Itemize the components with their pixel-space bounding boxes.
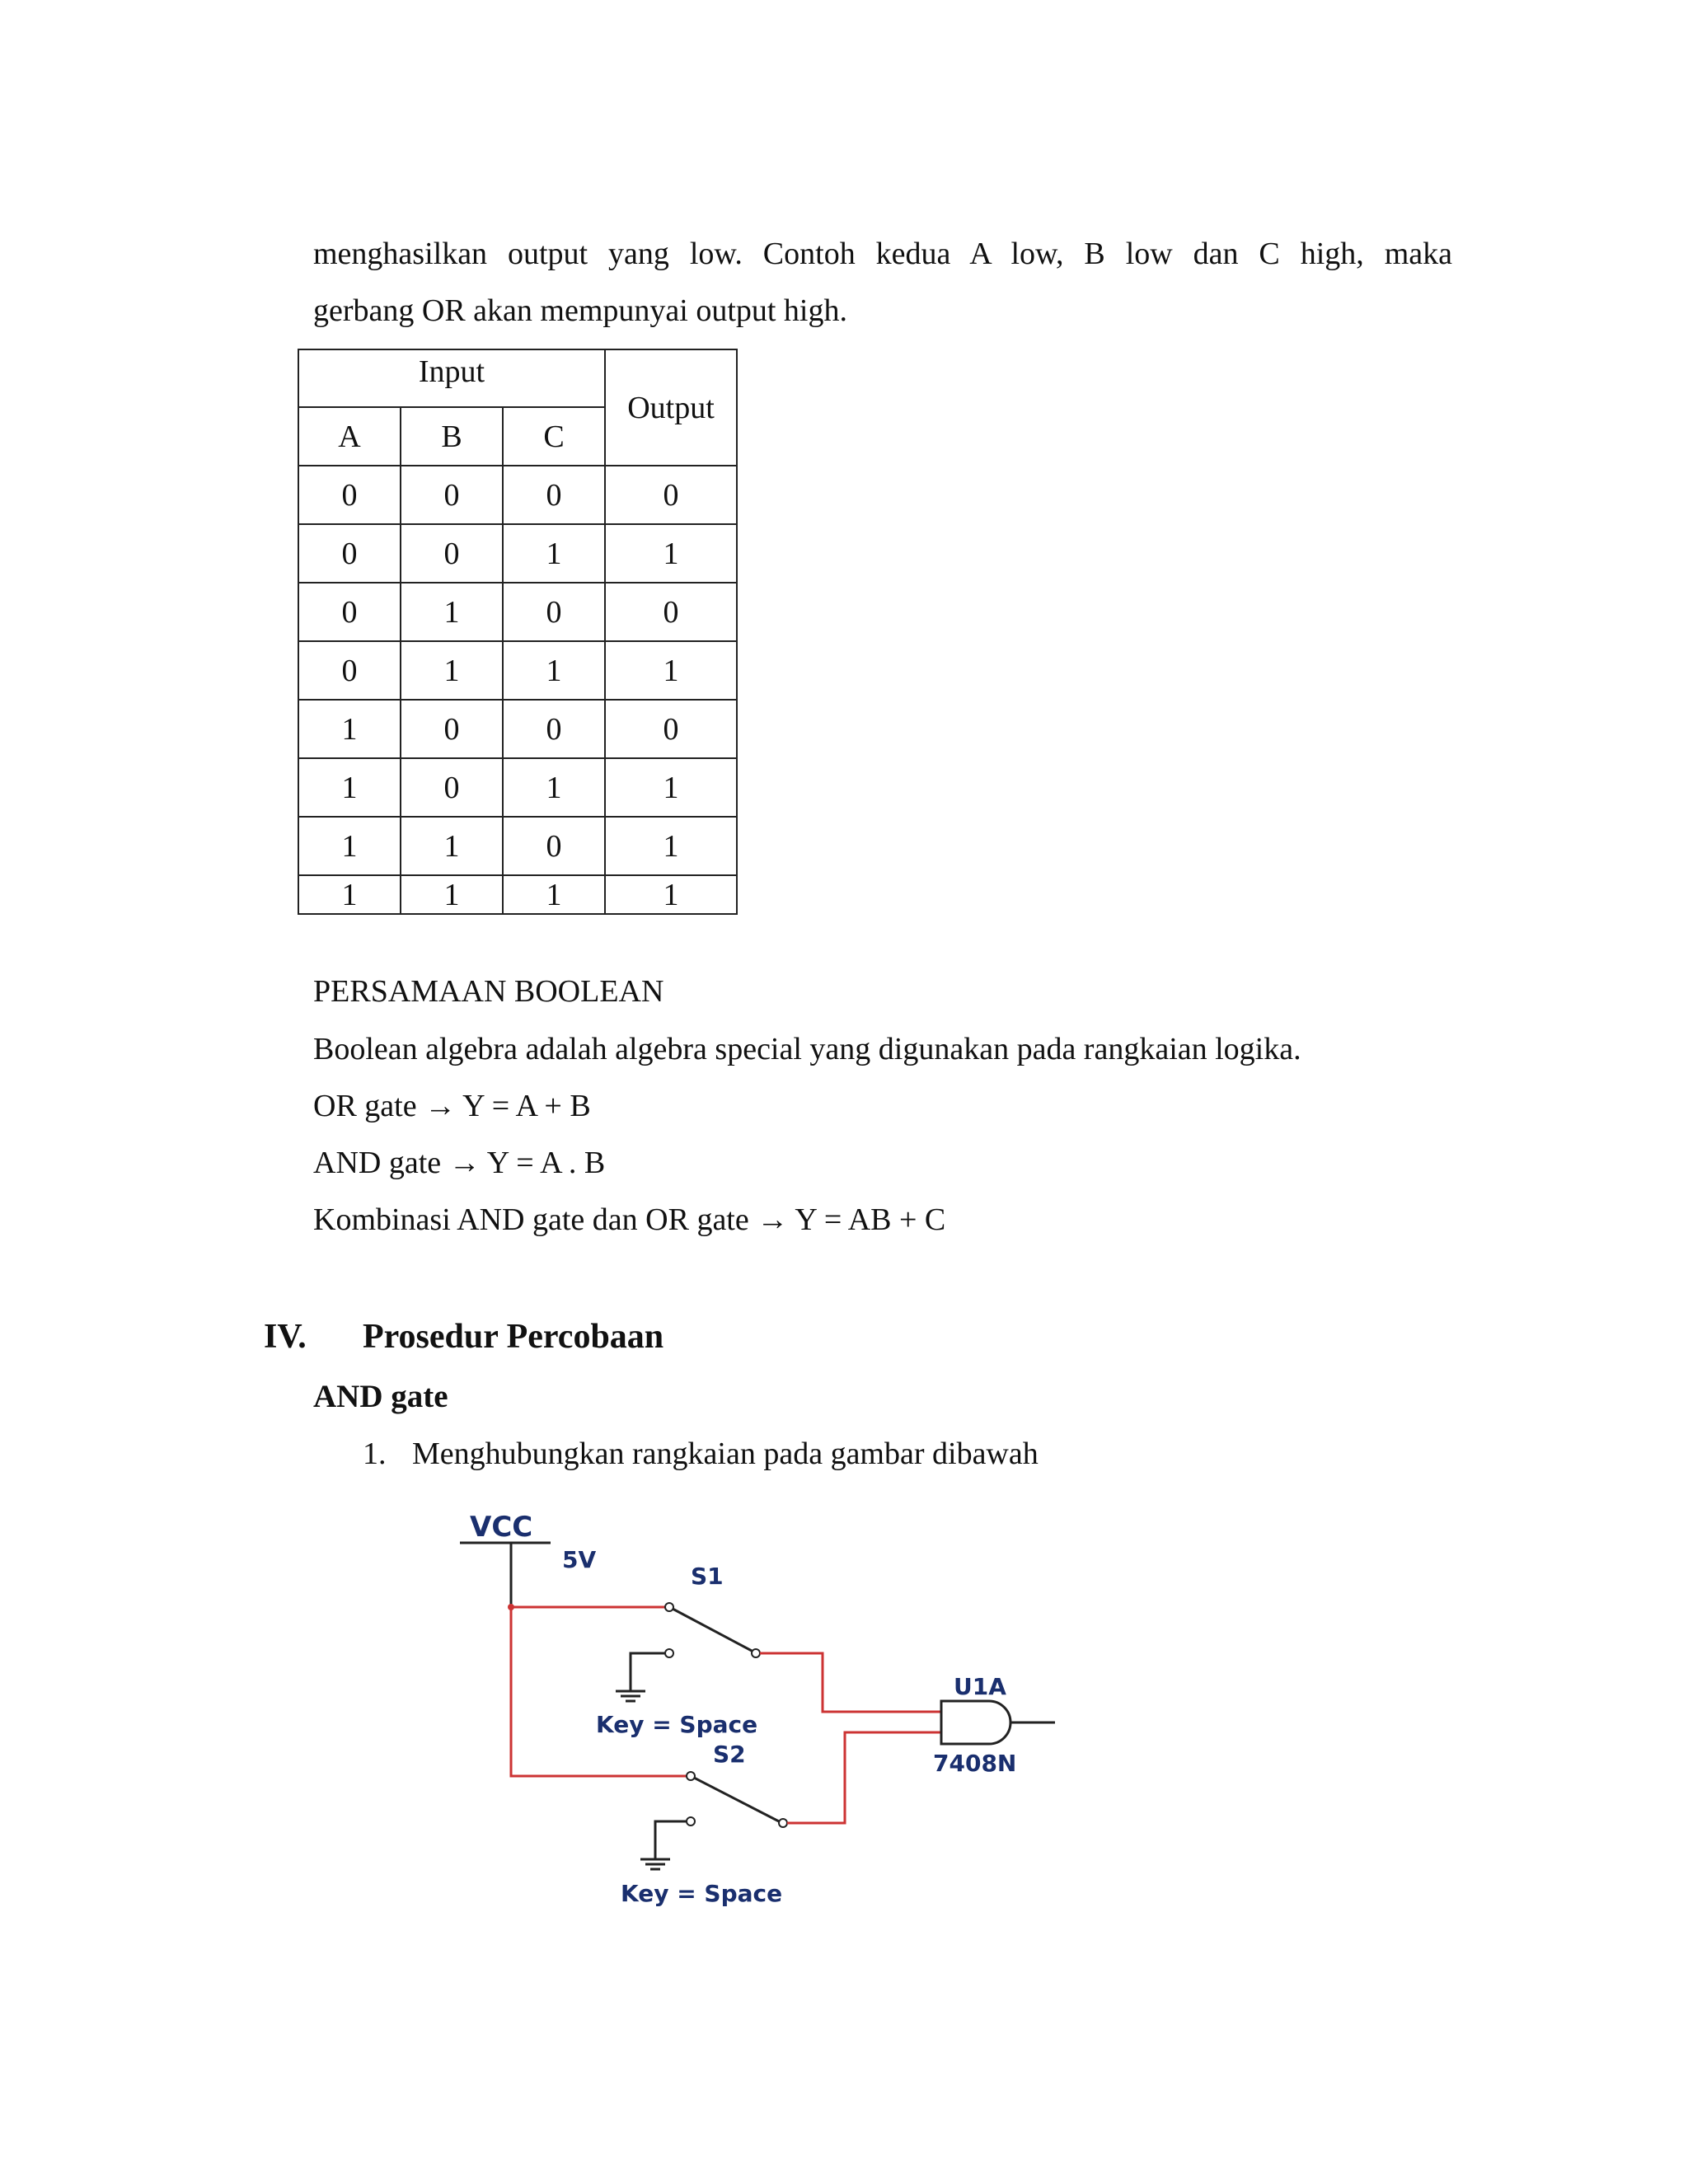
boolean-description: Boolean algebra adalah algebra special yang digunakan pada rangkaian logika. (313, 1032, 1301, 1066)
and-gate-symbol (941, 1701, 1010, 1744)
vcc-wire-to-s2 (511, 1607, 688, 1776)
key2-label: Key = Space (621, 1880, 783, 1907)
table-row (298, 583, 737, 641)
table-row (298, 466, 737, 524)
s1-ground-wire (631, 1653, 665, 1691)
table-row (298, 817, 737, 875)
cell: 1 (605, 641, 737, 700)
cell: 1 (401, 583, 503, 641)
cell: 0 (298, 524, 401, 583)
intro-line-1: menghasilkan output yang low. Contoh kedua A low, B low dan C high, maka (313, 237, 1452, 271)
section-title: Prosedur Percobaan (363, 1318, 664, 1356)
cell: 1 (605, 758, 737, 817)
cell: 0 (298, 466, 401, 524)
s1-to-gate-wire (760, 1653, 944, 1712)
s2-ground-terminal (687, 1817, 695, 1825)
cell: 1 (605, 817, 737, 875)
s2-blade (694, 1778, 779, 1821)
cell: 1 (401, 875, 503, 914)
cell: 1 (298, 700, 401, 758)
cell: 1 (605, 875, 737, 914)
s1-ground-terminal (665, 1649, 673, 1657)
table-row (298, 700, 737, 758)
s2-to-gate-wire (787, 1732, 944, 1823)
s1-common-terminal (665, 1603, 673, 1611)
cell: 0 (605, 700, 737, 758)
voltage-label: 5V (562, 1546, 597, 1573)
boolean-title: PERSAMAAN BOOLEAN (313, 974, 664, 1009)
arrow-icon: → (448, 1146, 481, 1180)
cell: 0 (503, 466, 605, 524)
cell: 0 (503, 700, 605, 758)
cell: 1 (503, 641, 605, 700)
gate-name-label: U1A (954, 1673, 1006, 1700)
column-header-c: C (503, 407, 605, 466)
and-gate-circuit-diagram (445, 1500, 1104, 1929)
cell: 0 (503, 817, 605, 875)
output-header: Output (605, 349, 737, 466)
arrow-icon: → (757, 1202, 789, 1237)
table-row (298, 758, 737, 817)
step-number: 1. (363, 1436, 387, 1471)
step-text: Menghubungkan rangkaian pada gambar dibawah (412, 1436, 1039, 1471)
cell: 1 (401, 817, 503, 875)
table-row (298, 875, 737, 914)
cell: 1 (401, 641, 503, 700)
cell: 1 (503, 524, 605, 583)
or-equation-line (313, 1087, 591, 1125)
gate-part-label: 7408N (933, 1750, 1017, 1777)
junction-dot (508, 1604, 514, 1610)
and-equation-line (313, 1144, 605, 1182)
section-number: IV. (264, 1318, 307, 1356)
cell: 0 (605, 466, 737, 524)
or-equation: Y = A + B (462, 1089, 591, 1123)
column-header-b: B (401, 407, 503, 466)
vcc-label: VCC (470, 1511, 533, 1544)
cell: 0 (605, 583, 737, 641)
cell: 1 (503, 758, 605, 817)
column-header-a: A (298, 407, 401, 466)
s1-blade (673, 1609, 752, 1651)
intro-line-2: gerbang OR akan mempunyai output high. (313, 293, 847, 328)
s2-common-terminal (687, 1772, 695, 1780)
cell: 0 (503, 583, 605, 641)
table-row (298, 641, 737, 700)
cell: 1 (503, 875, 605, 914)
combo-equation-line (313, 1201, 945, 1239)
switch2-label: S2 (713, 1741, 746, 1768)
table-row (298, 524, 737, 583)
cell: 1 (298, 817, 401, 875)
cell: 0 (401, 466, 503, 524)
key1-label: Key = Space (596, 1711, 758, 1738)
s2-output-terminal (779, 1819, 787, 1827)
cell: 0 (401, 758, 503, 817)
or-gate-label: OR gate (313, 1089, 417, 1123)
cell: 0 (401, 700, 503, 758)
cell: 1 (298, 758, 401, 817)
cell: 0 (298, 641, 401, 700)
s2-ground-wire (655, 1821, 687, 1859)
truth-table (298, 349, 738, 915)
combo-label: Kombinasi AND gate dan OR gate (313, 1202, 749, 1237)
switch1-label: S1 (691, 1563, 724, 1590)
cell: 1 (298, 875, 401, 914)
arrow-icon: → (424, 1089, 457, 1123)
and-equation: Y = A . B (486, 1146, 606, 1180)
section-subtitle: AND gate (313, 1379, 448, 1414)
cell: 0 (401, 524, 503, 583)
input-header: Input (298, 349, 605, 407)
combo-equation: Y = AB + C (795, 1202, 946, 1237)
and-gate-label: AND gate (313, 1146, 442, 1180)
s1-output-terminal (752, 1649, 760, 1657)
cell: 1 (605, 524, 737, 583)
cell: 0 (298, 583, 401, 641)
